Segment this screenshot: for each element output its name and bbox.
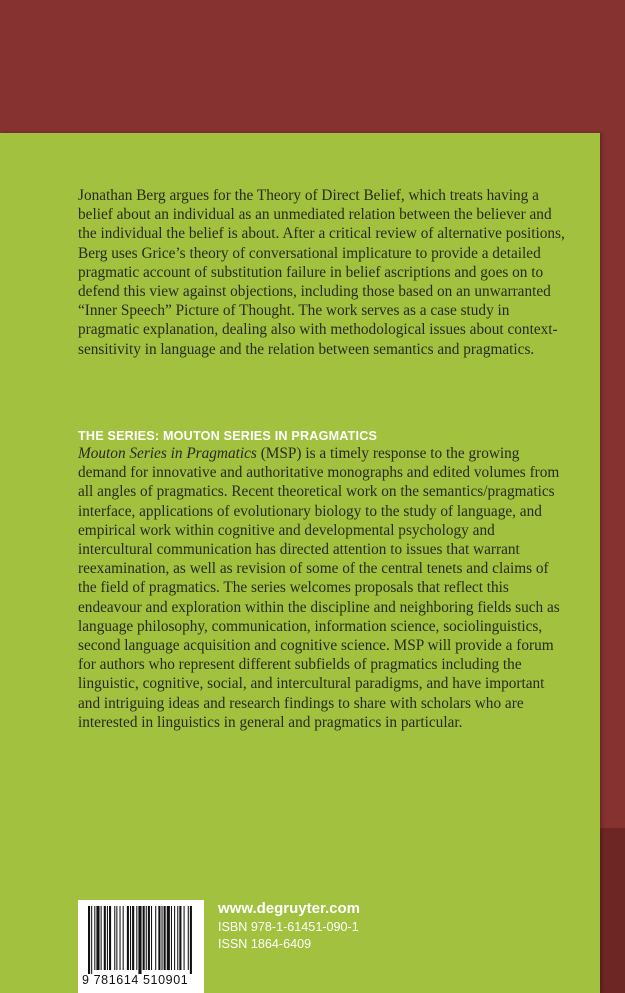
spine-shadow	[600, 828, 625, 993]
barcode-bar	[104, 906, 106, 970]
series-body: (MSP) is a timely response to the growing demand for innovative and authoritative monographs and edited volumes from all angles of pragmatics. Recent theoretical work on the semantics/pragmatics interface, applications of evolutionary biology to the study of language, and empirical work within cognitive and developmental psychology and intercultural communication has directed attention to issues that warrant reexamination, as well as revision of some of the central tenets and claims of the field of pragmatics. The series welcomes proposals that reflect this endeavour and exploration within the discipline and neighboring fields such as language philosophy, communication, information science, sociolinguistics, second language acquisition and cognitive science. MSP will provide a forum for authors who represent different subfields of pragmatics including the linguistic, cognitive, social, and intercultural paradigms, and have important and intriguing ideas and research findings to share with scholars who are interested in linguistics in general and pragmatics in particular.	[78, 445, 560, 731]
barcode-bar	[116, 906, 117, 970]
publisher-info	[218, 899, 360, 953]
barcode-bar	[101, 906, 102, 970]
barcode-bar	[91, 906, 92, 974]
barcode-bar	[130, 906, 131, 970]
isbn-number: ISBN 978-1-61451-090-1	[218, 920, 359, 934]
barcode-bar	[188, 906, 189, 970]
barcode-bar	[158, 906, 160, 970]
barcode-bar	[136, 906, 137, 970]
isbn-barcode	[78, 900, 204, 993]
barcode-bar	[177, 906, 178, 970]
barcode-bar	[179, 906, 181, 970]
barcode-bar	[151, 906, 152, 970]
barcode-bar	[171, 906, 172, 970]
barcode-bar	[184, 906, 185, 970]
barcode-bar	[190, 906, 192, 974]
barcode-bar	[107, 906, 108, 970]
barcode-bar	[167, 906, 170, 970]
series-description	[78, 444, 568, 732]
barcode-bar	[143, 906, 145, 970]
barcode-bar	[155, 906, 156, 970]
barcode-bar	[174, 906, 175, 970]
series-name: Mouton Series in Pragmatics	[78, 445, 257, 462]
barcode-bar	[114, 906, 115, 970]
issn-number: ISSN 1864-6409	[218, 937, 312, 951]
barcode-bar	[164, 906, 166, 970]
barcode-bar	[148, 906, 150, 970]
barcode-bar	[162, 906, 163, 970]
barcode-bar	[132, 906, 134, 970]
barcode-bar	[88, 906, 90, 974]
barcode-bar	[94, 906, 95, 970]
barcode-bar	[146, 906, 147, 970]
barcode-bar	[138, 906, 141, 974]
back-cover-panel	[0, 133, 600, 993]
barcode-bar	[109, 906, 111, 970]
barcode-bar	[120, 906, 121, 970]
barcode-bar	[123, 906, 124, 970]
barcode-digits: 9 781614 510901	[82, 973, 189, 987]
publisher-url[interactable]: www.degruyter.com	[218, 900, 360, 917]
barcode-bar	[96, 906, 99, 970]
barcode-bar	[127, 906, 129, 970]
series-heading: THE SERIES: MOUTON SERIES IN PRAGMATICS	[78, 429, 378, 443]
book-description: Jonathan Berg argues for the Theory of Direct Belief, which treats having a belief about an individual as an unmediated relation between the believer and the individual the belief is about. After a critical review of alternative positions, Berg uses Grice’s theory of conversational implicature to provide a detailed pragmatic account of substitution failure in belief ascriptions and goes on to defend this view against objections, including those based on an unwarranted “Inner Speech” Picture of Thought. The work serves as a case study in pragmatic explanation, dealing also with methodological issues about context-sensitivity in language and the relation between semantics and pragmatics.	[78, 187, 565, 358]
